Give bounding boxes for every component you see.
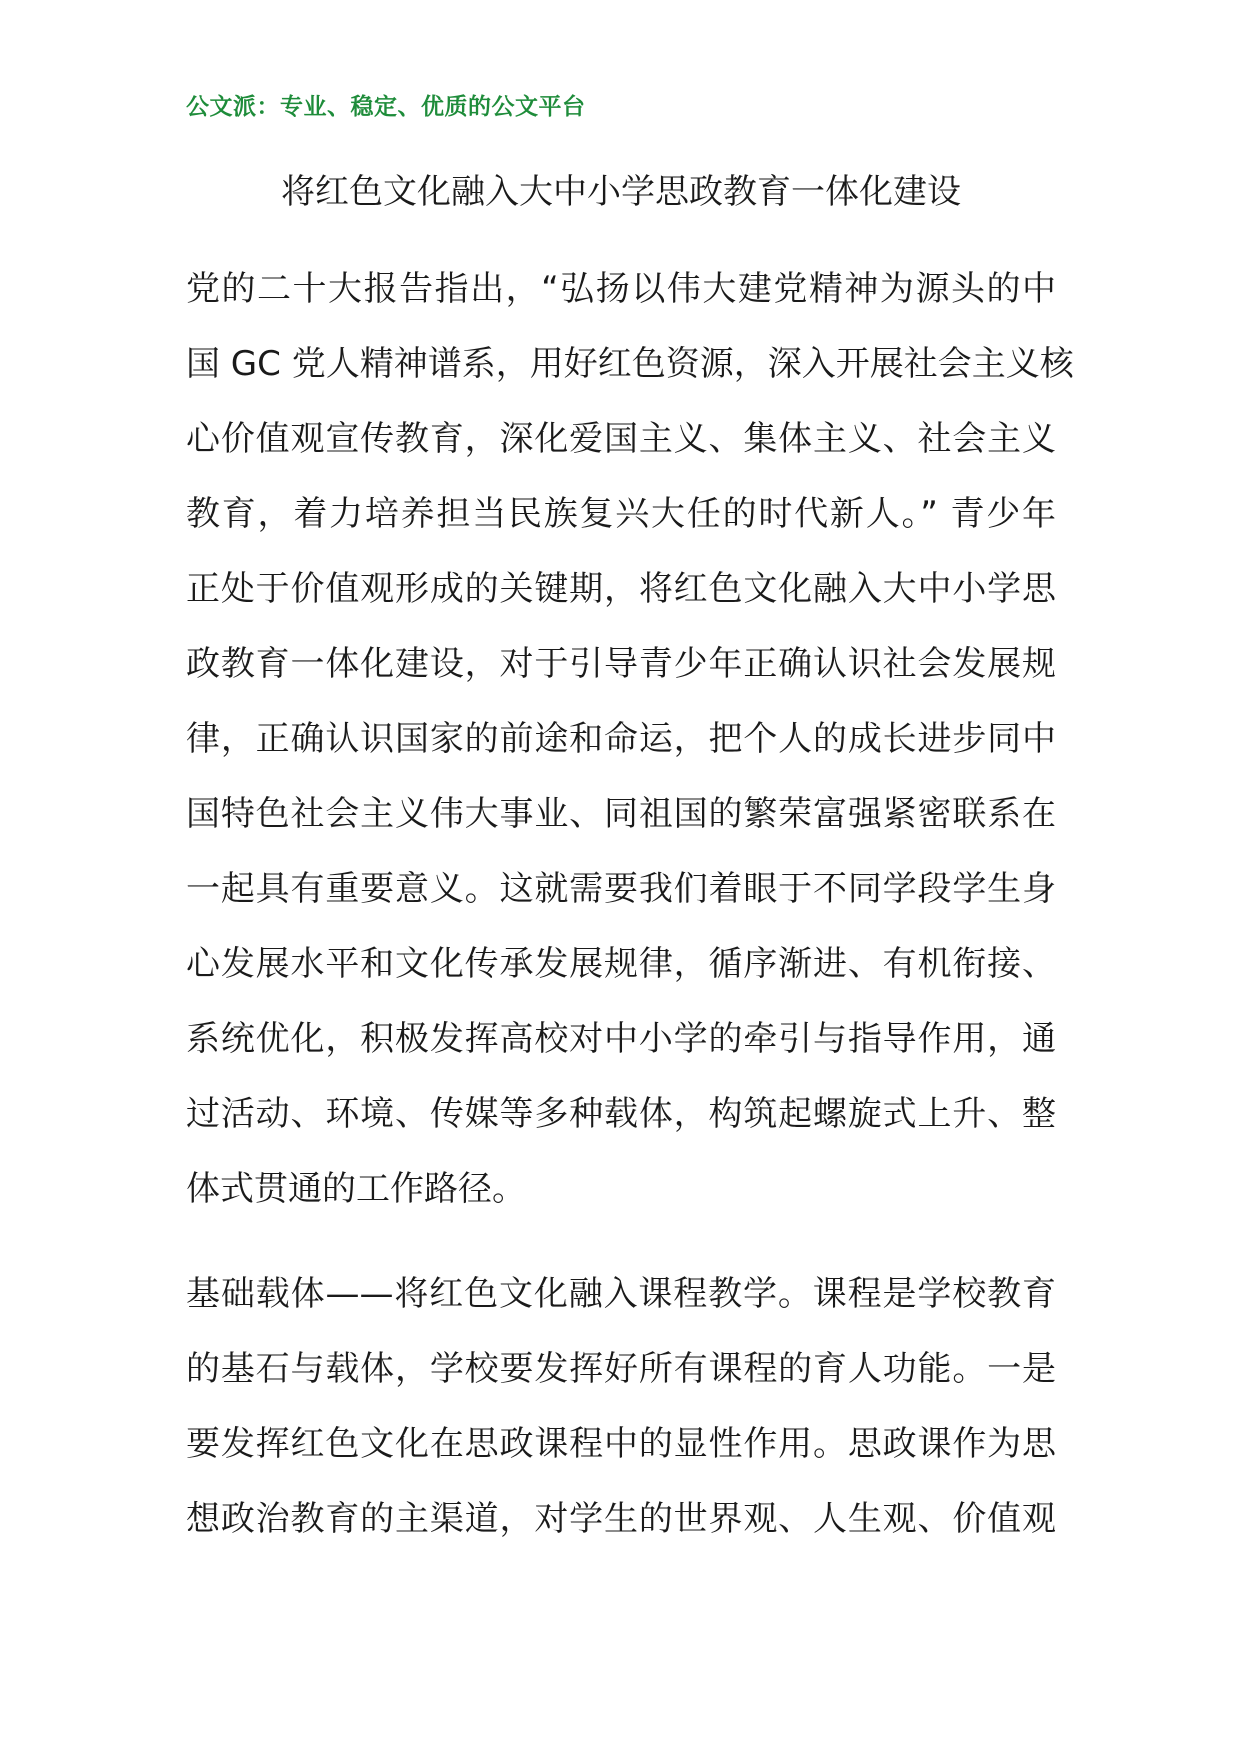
text-line: 政教育一体化建设，对于引导青少年正确认识社会发展规 <box>186 644 1056 684</box>
paragraph <box>186 1257 1056 1557</box>
text-line: 的基石与载体，学校要发挥好所有课程的育人功能。一是 <box>186 1349 1056 1389</box>
document-body <box>186 252 1074 1587</box>
text-line: 国特色社会主义伟大事业、同祖国的繁荣富强紧密联系在 <box>186 794 1056 834</box>
text-line: 党的二十大报告指出，“弘扬以伟大建党精神为源头的中 <box>186 269 1056 309</box>
text-line: 心发展水平和文化传承发展规律，循序渐进、有机衔接、 <box>186 944 1056 984</box>
brand-header: 公文派：专业、稳定、优质的公文平台 <box>186 93 586 120</box>
text-line: 教育，着力培养担当民族复兴大任的时代新人。” 青少年 <box>186 494 1056 534</box>
text-line: 一起具有重要意义。这就需要我们着眼于不同学段学生身 <box>186 869 1056 909</box>
text-line: 过活动、环境、传媒等多种载体，构筑起螺旋式上升、整 <box>186 1094 1056 1134</box>
paragraph <box>186 252 1074 1227</box>
text-line: 正处于价值观形成的关键期，将红色文化融入大中小学思 <box>186 569 1056 609</box>
text-line: 国 GC 党人精神谱系，用好红色资源，深入开展社会主义核 <box>186 344 1074 384</box>
text-line: 系统优化，积极发挥高校对中小学的牵引与指导作用，通 <box>186 1019 1056 1059</box>
text-line: 想政治教育的主渠道，对学生的世界观、人生观、价值观 <box>186 1499 1056 1539</box>
text-line: 心价值观宣传教育，深化爱国主义、集体主义、社会主义 <box>186 419 1056 459</box>
text-line: 律，正确认识国家的前途和命运，把个人的成长进步同中 <box>186 719 1056 759</box>
text-line: 体式贯通的工作路径。 <box>186 1169 526 1209</box>
text-line: 基础载体——将红色文化融入课程教学。课程是学校教育 <box>186 1274 1056 1314</box>
text-line: 要发挥红色文化在思政课程中的显性作用。思政课作为思 <box>186 1424 1056 1464</box>
document-title: 将红色文化融入大中小学思政教育一体化建设 <box>281 172 961 212</box>
